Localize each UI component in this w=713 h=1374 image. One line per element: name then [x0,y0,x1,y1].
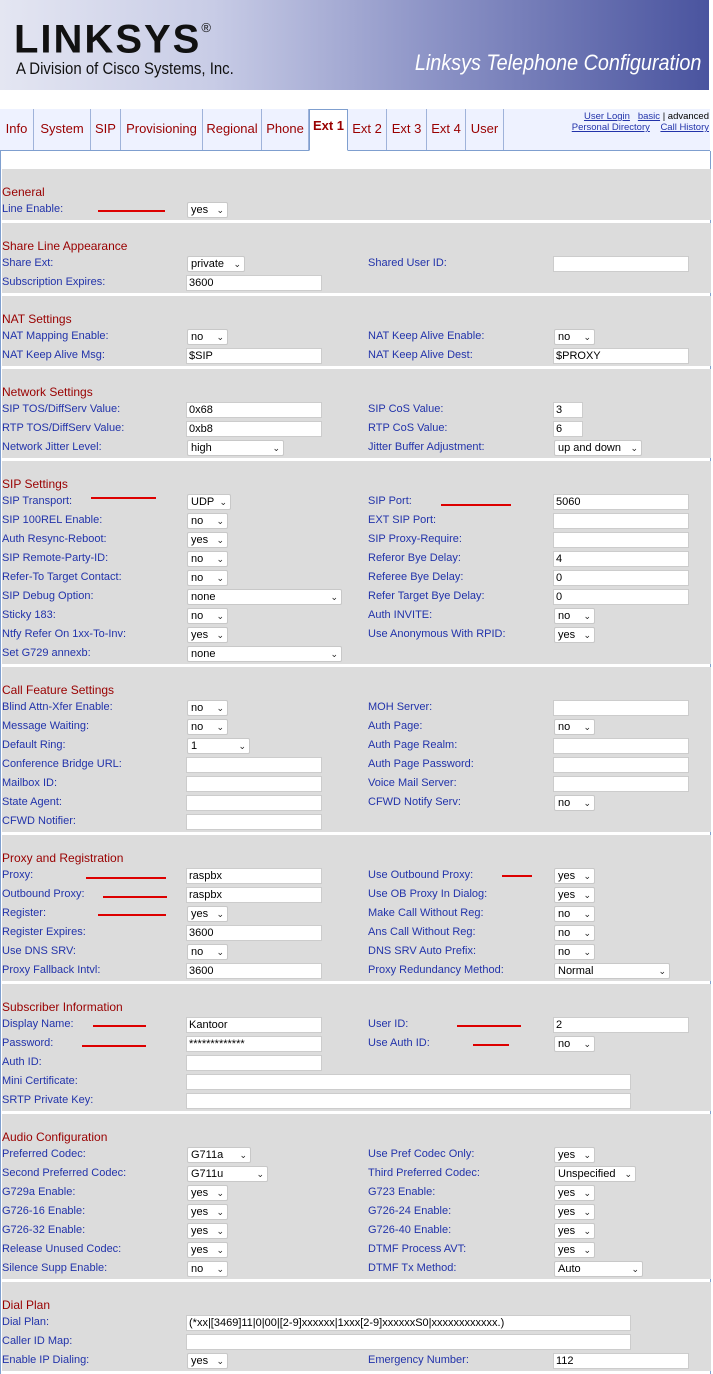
tab-regional[interactable]: Regional [203,109,262,150]
ext-sip-port-input[interactable] [553,513,689,529]
emergency-number-input[interactable]: 112 [553,1353,689,1369]
g726-24-label: G726-24 Enable: [368,1205,452,1217]
caller-id-map-label: Caller ID Map: [2,1335,73,1347]
default-ring-label: Default Ring: [2,739,66,751]
auth-resync-select[interactable]: yes ⌄ [187,532,228,548]
section-band [2,296,711,329]
chevron-down-icon: ⌄ [583,909,591,919]
message-waiting-label: Message Waiting: [2,720,90,732]
proxy-input[interactable]: raspbx [186,868,322,884]
conference-bridge-input[interactable] [186,757,322,773]
use-dns-srv-label: Use DNS SRV: [2,945,76,957]
dtmf-process-avt-select[interactable]: yes ⌄ [554,1242,595,1258]
sip-port-input[interactable]: 5060 [553,494,689,510]
chevron-down-icon: ⌄ [219,497,227,507]
sip-transport-select[interactable]: UDP ⌄ [187,494,231,510]
use-ob-proxy-dialog-label: Use OB Proxy In Dialog: [368,888,488,900]
nat-keep-alive-dest-label: NAT Keep Alive Dest: [368,349,473,361]
referee-bye-label: Referee Bye Delay: [368,571,464,583]
chevron-down-icon: ⌄ [272,443,280,453]
auth-page-label: Auth Page: [368,720,423,732]
tab-ext-2[interactable]: Ext 2 [348,109,387,150]
set-g729-select[interactable]: none ⌄ [187,646,342,662]
linksys-logo: LINKSYS® [14,17,213,62]
section-title-proxy: Proxy and Registration [2,851,124,865]
nat-mapping-enable-select[interactable]: no ⌄ [187,329,228,345]
separator: | [662,111,666,122]
second-codec-select[interactable]: G711u ⌄ [187,1166,268,1182]
form-row [2,794,711,813]
tab-ext-4[interactable]: Ext 4 [427,109,466,150]
voice-mail-server-input[interactable] [553,776,689,792]
caller-id-map-input[interactable] [186,1334,631,1350]
chevron-down-icon: ⌄ [216,1264,224,1274]
auth-id-input[interactable] [186,1055,322,1071]
section-title-subscriber: Subscriber Information [2,1000,123,1014]
chevron-down-icon: ⌄ [630,443,638,453]
sticky-183-label: Sticky 183: [2,609,56,621]
section-title-sip: SIP Settings [2,477,68,491]
ntfy-refer-select[interactable]: yes ⌄ [187,627,228,643]
refer-to-target-select[interactable]: no ⌄ [187,570,228,586]
page-title: Linksys Telephone Configuration [414,50,701,75]
auth-page-select[interactable]: no ⌄ [554,719,595,735]
state-agent-label: State Agent: [2,796,62,808]
sip-port-label: SIP Port: [368,495,412,507]
moh-server-label: MOH Server: [368,701,433,713]
sip-100rel-select[interactable]: no ⌄ [187,513,228,529]
redaction-mark [93,1025,146,1027]
rtp-tos-label: RTP TOS/DiffServ Value: [2,422,125,434]
tab-system[interactable]: System [34,109,91,150]
chevron-down-icon: ⌄ [216,1188,224,1198]
chevron-down-icon: ⌄ [216,516,224,526]
sip-cos-input[interactable]: 3 [553,402,583,418]
sip-debug-label: SIP Debug Option: [2,590,94,602]
nat-keep-alive-enable-label: NAT Keep Alive Enable: [368,330,485,342]
redaction-mark [98,210,165,212]
nat-mapping-enable-label: NAT Mapping Enable: [2,330,109,342]
form-row [2,943,711,962]
user-login-link[interactable]: User Login [583,111,630,122]
chevron-down-icon: ⌄ [583,1150,591,1160]
g723-select[interactable]: yes ⌄ [554,1185,595,1201]
chevron-down-icon: ⌄ [583,947,591,957]
srtp-private-key-label: SRTP Private Key: [2,1094,94,1106]
chevron-down-icon: ⌄ [216,1207,224,1217]
enable-ip-dialing-select[interactable]: yes ⌄ [187,1353,228,1369]
referor-bye-label: Referor Bye Delay: [368,552,461,564]
refer-target-bye-label: Refer Target Bye Delay: [368,590,485,602]
rtp-tos-input[interactable]: 0xb8 [186,421,322,437]
section-title-audio: Audio Configuration [2,1130,108,1144]
sip-proxy-require-input[interactable] [553,532,689,548]
password-label: Password: [2,1037,54,1049]
mailbox-id-label: Mailbox ID: [2,777,58,789]
dns-srv-auto-prefix-select[interactable]: no ⌄ [554,944,595,960]
chevron-down-icon: ⌄ [233,259,241,269]
auth-page-password-label: Auth Page Password: [368,758,474,770]
chevron-down-icon: ⌄ [583,798,591,808]
section-band [2,1114,711,1147]
form-row [2,813,711,832]
jitter-buffer-select[interactable]: up and down ⌄ [554,440,642,456]
silence-supp-select[interactable]: no ⌄ [187,1261,228,1277]
line-enable-select[interactable]: yes ⌄ [187,202,228,218]
user-id-input[interactable]: 2 [553,1017,689,1033]
section-band [2,169,711,202]
redaction-mark [98,914,166,916]
rtp-cos-input[interactable]: 6 [553,421,583,437]
line-enable-label: Line Enable: [2,203,64,215]
tab-ext-1[interactable]: Ext 1 [309,109,348,151]
auth-id-label: Auth ID: [2,1056,42,1068]
dial-plan-label: Dial Plan: [2,1316,50,1328]
mini-certificate-label: Mini Certificate: [2,1075,78,1087]
redaction-mark [473,1044,509,1046]
use-anonymous-label: Use Anonymous With RPID: [368,628,506,640]
form-row [2,1184,711,1203]
password-input[interactable]: ************* [186,1036,322,1052]
form-row [2,1222,711,1241]
refer-target-bye-input[interactable]: 0 [553,589,689,605]
cfwd-notify-serv-select[interactable]: no ⌄ [554,795,595,811]
set-g729-label: Set G729 annexb: [2,647,91,659]
chevron-down-icon: ⌄ [583,722,591,732]
default-ring-select[interactable]: 1 ⌄ [187,738,250,754]
chevron-down-icon: ⌄ [583,1207,591,1217]
settings-form [0,151,711,1374]
chevron-down-icon: ⌄ [238,741,246,751]
rtp-cos-label: RTP CoS Value: [368,422,448,434]
display-name-input[interactable]: Kantoor [186,1017,322,1033]
use-outbound-proxy-label: Use Outbound Proxy: [368,869,474,881]
redaction-mark [82,1045,146,1047]
chevron-down-icon: ⌄ [658,966,666,976]
sip-tos-label: SIP TOS/DiffServ Value: [2,403,121,415]
message-waiting-select[interactable]: no ⌄ [187,719,228,735]
auth-resync-label: Auth Resync-Reboot: [2,533,107,545]
form-row [2,1146,711,1165]
user-id-label: User ID: [368,1018,409,1030]
redaction-mark [502,875,532,877]
division-text: A Division of Cisco Systems, Inc. [16,59,234,78]
sip-100rel-label: SIP 100REL Enable: [2,514,103,526]
auth-page-password-input[interactable] [553,757,689,773]
tab-user[interactable]: User [466,109,504,150]
third-codec-select[interactable]: Unspecified ⌄ [554,1166,636,1182]
chevron-down-icon: ⌄ [216,947,224,957]
tab-provisioning[interactable]: Provisioning [121,109,203,150]
advanced-label: advanced [667,111,709,122]
chevron-down-icon: ⌄ [583,611,591,621]
top-links [572,111,709,133]
auth-invite-select[interactable]: no ⌄ [554,608,595,624]
tab-sip[interactable]: SIP [91,109,121,150]
nat-keep-alive-enable-select[interactable]: no ⌄ [554,329,595,345]
refer-to-target-label: Refer-To Target Contact: [2,571,122,583]
g726-40-label: G726-40 Enable: [368,1224,452,1236]
cfwd-notifier-input[interactable] [186,814,322,830]
chevron-down-icon: ⌄ [216,573,224,583]
chevron-down-icon: ⌄ [583,928,591,938]
ntfy-refer-label: Ntfy Refer On 1xx-To-Inv: [2,628,127,640]
chevron-down-icon: ⌄ [583,871,591,881]
srtp-private-key-input[interactable] [186,1093,631,1109]
register-label: Register: [2,907,47,919]
proxy-fallback-input[interactable]: 3600 [186,963,322,979]
shared-user-id-label: Shared User ID: [368,257,447,269]
network-jitter-label: Network Jitter Level: [2,441,102,453]
outbound-proxy-label: Outbound Proxy: [2,888,85,900]
outbound-proxy-input[interactable]: raspbx [186,887,322,903]
proxy-redundancy-label: Proxy Redundancy Method: [368,964,504,976]
ans-call-without-reg-select[interactable]: no ⌄ [554,925,595,941]
conference-bridge-label: Conference Bridge URL: [2,758,122,770]
nat-keep-alive-dest-input[interactable]: $PROXY [553,348,689,364]
use-dns-srv-select[interactable]: no ⌄ [187,944,228,960]
ext-sip-port-label: EXT SIP Port: [368,514,437,526]
call-history-link[interactable]: Call History [660,122,709,133]
ans-call-without-reg-label: Ans Call Without Reg: [368,926,476,938]
chevron-down-icon: ⌄ [583,1188,591,1198]
state-agent-input[interactable] [186,795,322,811]
section-title-nat: NAT Settings [2,312,72,326]
make-call-without-reg-label: Make Call Without Reg: [368,907,484,919]
chevron-down-icon: ⌄ [583,332,591,342]
chevron-down-icon: ⌄ [330,592,338,602]
second-codec-label: Second Preferred Codec: [2,1167,127,1179]
proxy-label: Proxy: [2,869,34,881]
voice-mail-server-label: Voice Mail Server: [368,777,457,789]
chevron-down-icon: ⌄ [239,1150,247,1160]
share-ext-label: Share Ext: [2,257,54,269]
tab-ext-3[interactable]: Ext 3 [387,109,427,150]
register-expires-input[interactable]: 3600 [186,925,322,941]
make-call-without-reg-select[interactable]: no ⌄ [554,906,595,922]
chevron-down-icon: ⌄ [216,554,224,564]
register-select[interactable]: yes ⌄ [187,906,228,922]
section-title-call: Call Feature Settings [2,683,115,697]
chevron-down-icon: ⌄ [216,1226,224,1236]
form-row [2,1054,711,1073]
share-ext-select[interactable]: private ⌄ [187,256,245,272]
use-auth-id-select[interactable]: no ⌄ [554,1036,595,1052]
referor-bye-input[interactable]: 4 [553,551,689,567]
section-band [2,369,711,402]
chevron-down-icon: ⌄ [583,1245,591,1255]
personal-directory-link[interactable]: Personal Directory [571,122,650,133]
header-banner [0,0,709,90]
sip-remote-party-select[interactable]: no ⌄ [187,551,228,567]
network-jitter-select[interactable]: high ⌄ [187,440,284,456]
g726-40-select[interactable]: yes ⌄ [554,1223,595,1239]
blind-attn-select[interactable]: no ⌄ [187,700,228,716]
g729a-select[interactable]: yes ⌄ [187,1185,228,1201]
section-title-general: General [2,185,45,199]
sip-remote-party-label: SIP Remote-Party-ID: [2,552,109,564]
chevron-down-icon: ⌄ [631,1264,639,1274]
chevron-down-icon: ⌄ [583,890,591,900]
referee-bye-input[interactable]: 0 [553,570,689,586]
chevron-down-icon: ⌄ [583,1226,591,1236]
chevron-down-icon: ⌄ [216,611,224,621]
auth-invite-label: Auth INVITE: [368,609,433,621]
chevron-down-icon: ⌄ [216,205,224,215]
display-name-label: Display Name: [2,1018,74,1030]
use-outbound-proxy-select[interactable]: yes ⌄ [554,868,595,884]
chevron-down-icon: ⌄ [216,1245,224,1255]
use-anonymous-select[interactable]: yes ⌄ [554,627,595,643]
emergency-number-label: Emergency Number: [368,1354,469,1366]
chevron-down-icon: ⌄ [216,722,224,732]
g726-16-select[interactable]: yes ⌄ [187,1204,228,1220]
sip-cos-label: SIP CoS Value: [368,403,444,415]
chevron-down-icon: ⌄ [216,909,224,919]
form-row [2,1203,711,1222]
section-band [2,461,711,494]
use-pref-codec-only-select[interactable]: yes ⌄ [554,1147,595,1163]
chevron-down-icon: ⌄ [216,535,224,545]
basic-link[interactable]: basic [637,111,661,122]
use-pref-codec-only-label: Use Pref Codec Only: [368,1148,475,1160]
g729a-label: G729a Enable: [2,1186,76,1198]
g726-24-select[interactable]: yes ⌄ [554,1204,595,1220]
form-row [2,607,711,626]
chevron-down-icon: ⌄ [624,1169,632,1179]
sip-tos-input[interactable]: 0x68 [186,402,322,418]
use-auth-id-label: Use Auth ID: [368,1037,430,1049]
form-row [2,274,711,293]
release-unused-label: Release Unused Codec: [2,1243,122,1255]
redaction-mark [457,1025,521,1027]
form-row [2,645,711,664]
redaction-mark [441,504,511,506]
third-codec-label: Third Preferred Codec: [368,1167,480,1179]
enable-ip-dialing-label: Enable IP Dialing: [2,1354,90,1366]
cfwd-notifier-label: CFWD Notifier: [2,815,76,827]
subscription-expires-label: Subscription Expires: [2,276,106,288]
use-ob-proxy-dialog-select[interactable]: yes ⌄ [554,887,595,903]
chevron-down-icon: ⌄ [583,1039,591,1049]
tab-phone[interactable]: Phone [262,109,309,150]
sip-proxy-require-label: SIP Proxy-Require: [368,533,462,545]
proxy-redundancy-select[interactable]: Normal ⌄ [554,963,670,979]
auth-page-realm-label: Auth Page Realm: [368,739,458,751]
section-title-network: Network Settings [2,385,93,399]
sip-debug-select[interactable]: none ⌄ [187,589,342,605]
g726-32-select[interactable]: yes ⌄ [187,1223,228,1239]
sticky-183-select[interactable]: no ⌄ [187,608,228,624]
chevron-down-icon: ⌄ [216,630,224,640]
form-row [2,718,711,737]
preferred-codec-label: Preferred Codec: [2,1148,86,1160]
section-title-share: Share Line Appearance [2,239,128,253]
redaction-mark [86,877,166,879]
form-row [2,924,711,943]
tab-info[interactable]: Info [0,109,34,150]
moh-server-input[interactable] [553,700,689,716]
release-unused-select[interactable]: yes ⌄ [187,1242,228,1258]
subscription-expires-input[interactable]: 3600 [186,275,322,291]
chevron-down-icon: ⌄ [216,703,224,713]
section-band [2,1282,711,1315]
dtmf-tx-label: DTMF Tx Method: [368,1262,457,1274]
dial-plan-input[interactable]: (*xx|[3469]11|0|00|[2-9]xxxxxx|1xxx[2-9]xxxxxxS0|xxxxxxxxxxxx.) [186,1315,631,1331]
dtmf-process-avt-label: DTMF Process AVT: [368,1243,467,1255]
g726-16-label: G726-16 Enable: [2,1205,86,1217]
jitter-buffer-label: Jitter Buffer Adjustment: [368,441,485,453]
register-expires-label: Register Expires: [2,926,86,938]
blind-attn-label: Blind Attn-Xfer Enable: [2,701,113,713]
dtmf-tx-select[interactable]: Auto ⌄ [554,1261,643,1277]
chevron-down-icon: ⌄ [216,1356,224,1366]
g726-32-label: G726-32 Enable: [2,1224,86,1236]
auth-page-realm-input[interactable] [553,738,689,754]
chevron-down-icon: ⌄ [256,1169,264,1179]
nat-keep-alive-msg-label: NAT Keep Alive Msg: [2,349,105,361]
shared-user-id-input[interactable] [553,256,689,272]
preferred-codec-select[interactable]: G711a ⌄ [187,1147,251,1163]
chevron-down-icon: ⌄ [216,332,224,342]
mailbox-id-input[interactable] [186,776,322,792]
proxy-fallback-label: Proxy Fallback Intvl: [2,964,101,976]
nat-keep-alive-msg-input[interactable]: $SIP [186,348,322,364]
redaction-mark [91,497,156,499]
section-title-dial: Dial Plan [2,1298,51,1312]
silence-supp-label: Silence Supp Enable: [2,1262,108,1274]
dns-srv-auto-prefix-label: DNS SRV Auto Prefix: [368,945,477,957]
g723-label: G723 Enable: [368,1186,436,1198]
redaction-mark [103,896,167,898]
cfwd-notify-serv-label: CFWD Notify Serv: [368,796,461,808]
sip-transport-label: SIP Transport: [2,495,73,507]
chevron-down-icon: ⌄ [330,649,338,659]
mini-certificate-input[interactable] [186,1074,631,1090]
chevron-down-icon: ⌄ [583,630,591,640]
